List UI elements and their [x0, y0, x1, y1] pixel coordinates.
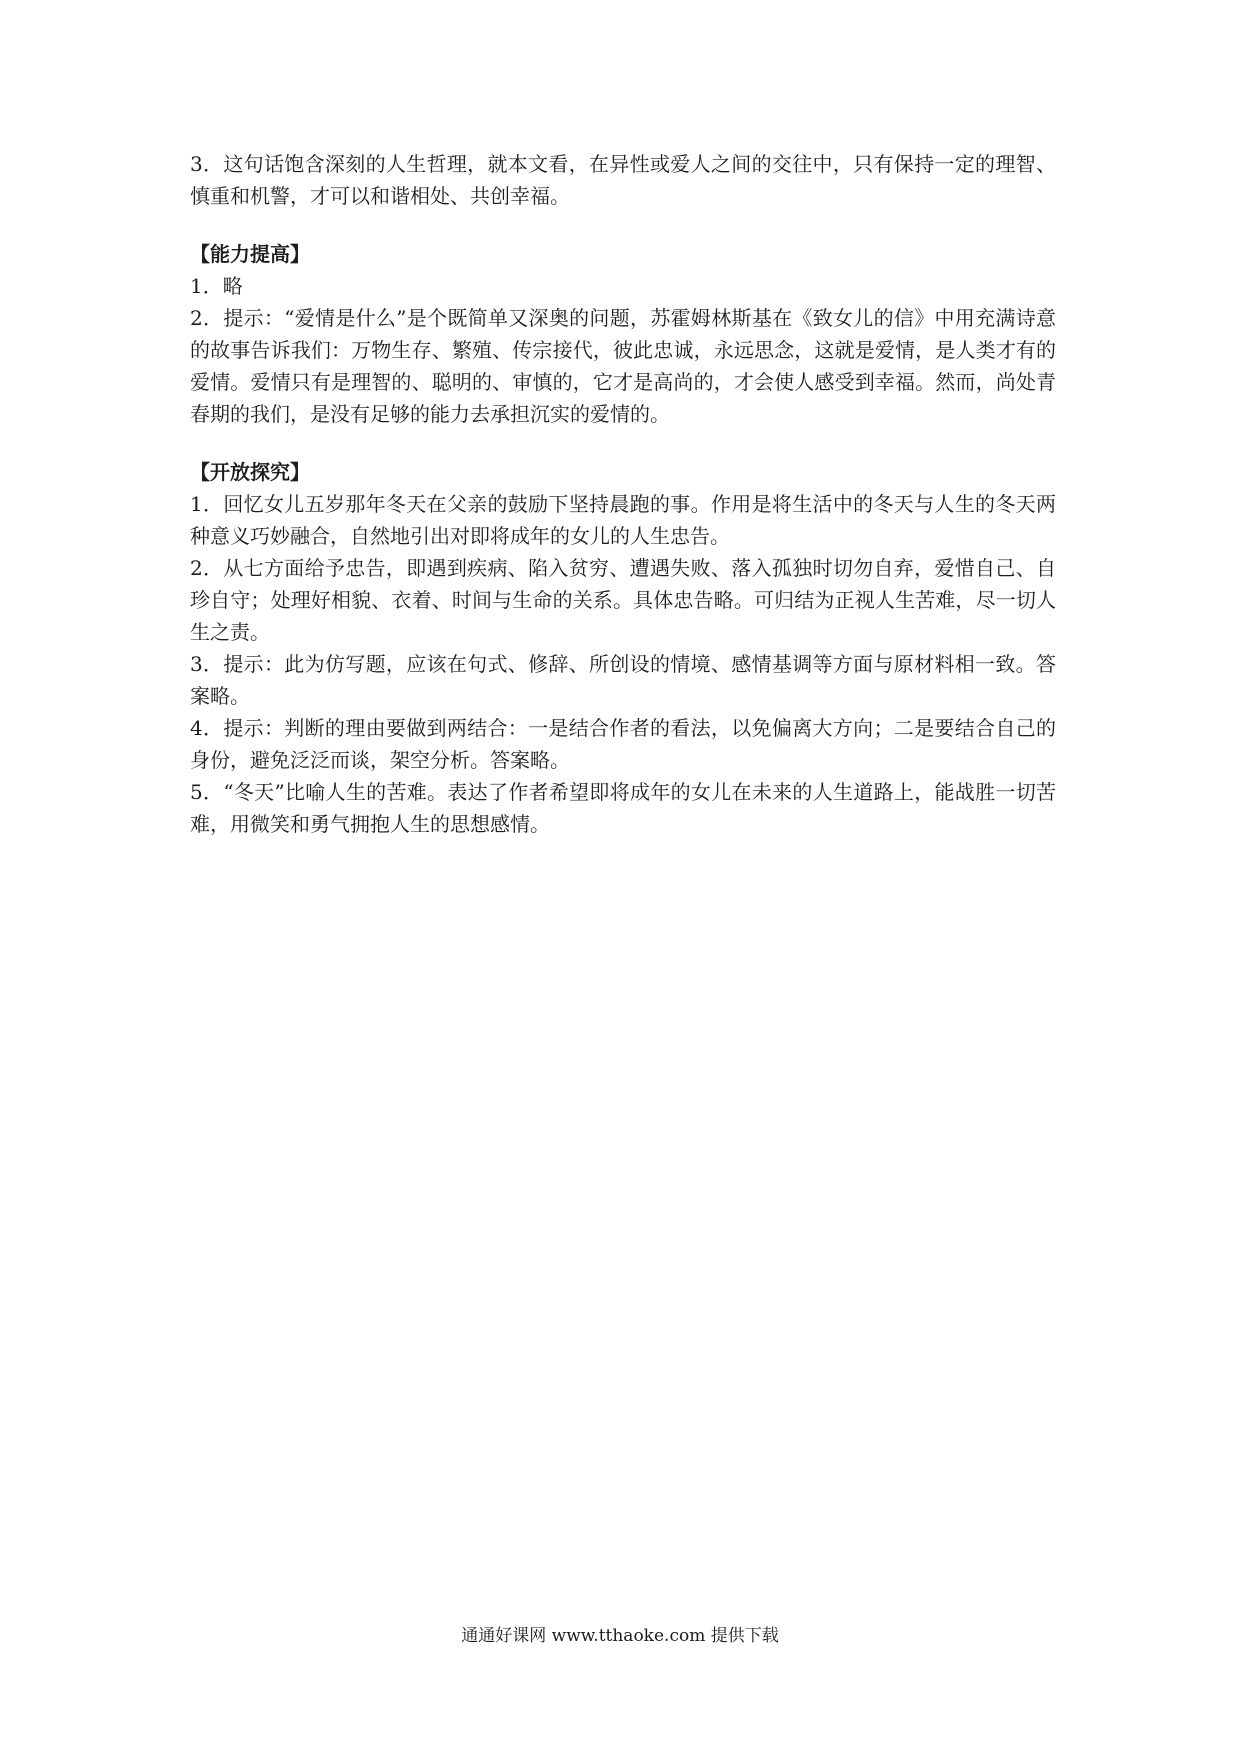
- intro-item-3: 3．这句话饱含深刻的人生哲理，就本文看，在异性或爱人之间的交往中，只有保持一定的理智、慎重和机警，才可以和谐相处、共创幸福。: [190, 152, 1056, 208]
- ability-item-2: 2．提示：“爱情是什么”是个既简单又深奥的问题，苏霍姆林斯基在《致女儿的信》中用充满诗意的故事告诉我们：万物生存、繁殖、传宗接代，彼此忠诚，永远思念，这就是爱情，是人类才有的爱情。爱情只有是理智的、聪明的、审慎的，它才是高尚的，才会使人感受到幸福。然而，尚处青春期的我们，是没有足够的能力去承担沉实的爱情的。: [190, 306, 1056, 426]
- open-item-5: 5．“冬天”比喻人生的苦难。表达了作者希望即将成年的女儿在未来的人生道路上，能战胜一切苦难，用微笑和勇气拥抱人生的思想感情。: [190, 780, 1056, 836]
- open-heading: 【开放探究】: [190, 460, 310, 484]
- open-item-3: 3．提示：此为仿写题，应该在句式、修辞、所创设的情境、感情基调等方面与原材料相一致。答案略。: [190, 652, 1056, 708]
- page-footer: 通通好课网 www.tthaoke.com 提供下载: [461, 1626, 779, 1646]
- intro-section: [190, 148, 1056, 212]
- ability-heading: 【能力提高】: [190, 242, 310, 266]
- ability-section: [190, 238, 1056, 430]
- open-section: [190, 456, 1056, 840]
- ability-item-1: 1．略: [190, 274, 243, 298]
- open-item-1: 1．回忆女儿五岁那年冬天在父亲的鼓励下坚持晨跑的事。作用是将生活中的冬天与人生的冬天两种意义巧妙融合，自然地引出对即将成年的女儿的人生忠告。: [190, 492, 1056, 548]
- answer-content: [190, 148, 1056, 840]
- open-item-4: 4．提示：判断的理由要做到两结合：一是结合作者的看法，以免偏离大方向；二是要结合自己的身份，避免泛泛而谈，架空分析。答案略。: [190, 716, 1056, 772]
- open-item-2: 2．从七方面给予忠告，即遇到疾病、陷入贫穷、遭遇失败、落入孤独时切勿自弃，爱惜自己、自珍自守；处理好相貌、衣着、时间与生命的关系。具体忠告略。可归结为正视人生苦难，尽一切人生之责。: [190, 556, 1056, 644]
